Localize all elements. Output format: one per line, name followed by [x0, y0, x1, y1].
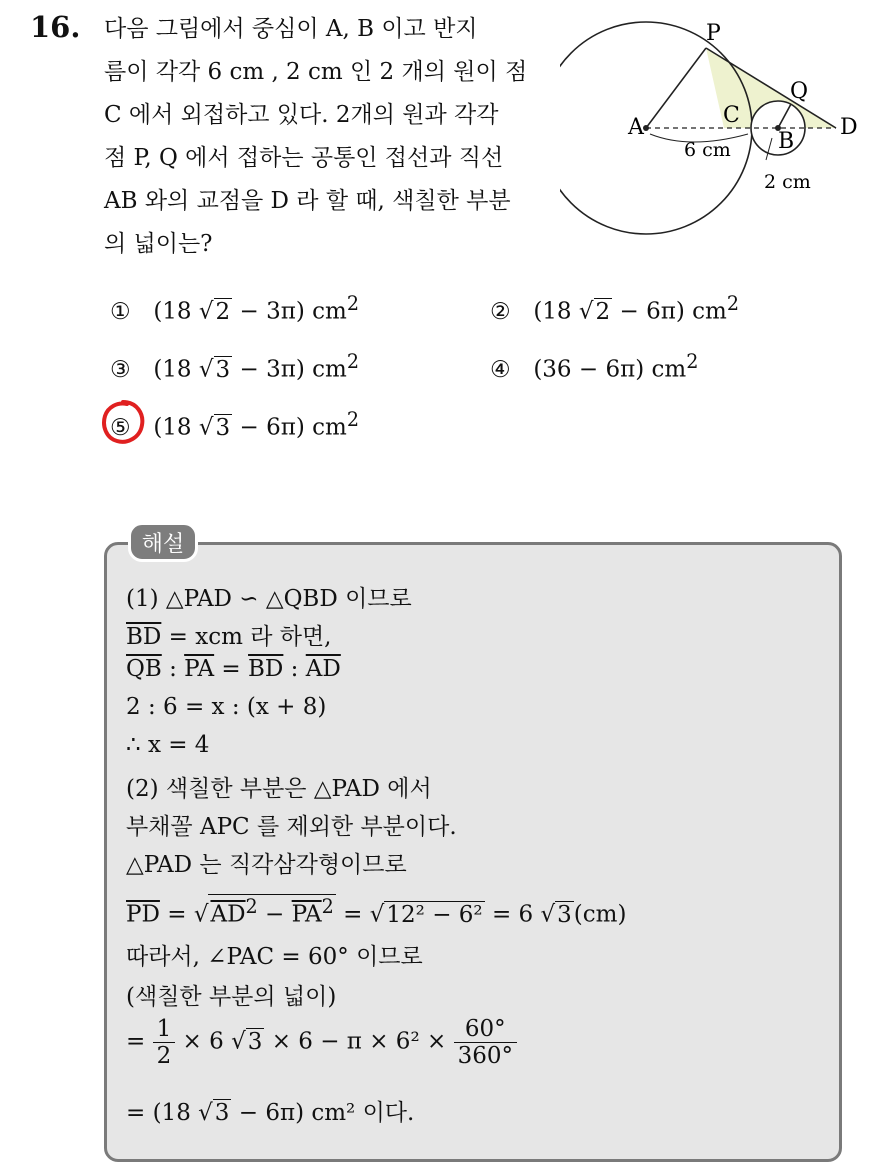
choice-text: (18: [153, 356, 192, 383]
choice-text: (18: [153, 298, 192, 325]
choice-root: 3: [215, 356, 231, 383]
label-p: P: [706, 21, 721, 46]
choice-unit: cm: [692, 298, 727, 325]
choice-number: ③: [110, 356, 131, 383]
choice-number: ①: [110, 298, 131, 325]
solution-line: ∴ x = 4: [126, 732, 210, 758]
choice-1[interactable]: ① (18 √2 − 3π) $cm^2$: [110, 292, 360, 325]
solution-line: 부채꼴 APC 를 제외한 부분이다.: [126, 814, 457, 840]
question-line: C 에서 외접하고 있다. 2개의 원과 각각: [104, 102, 499, 128]
label-b: B: [778, 129, 795, 154]
choice-text: (36 − 6π): [533, 356, 645, 383]
geometry-figure: [560, 10, 870, 260]
choice-unit: cm: [312, 356, 347, 383]
label-a: A: [628, 115, 644, 140]
solution-line: (2) 색칠한 부분은 △PAD 에서: [126, 776, 432, 802]
solution-line: △PAD 는 직각삼각형이므로: [126, 852, 407, 878]
choice-unit: cm: [651, 356, 687, 383]
question-line: AB 와의 교점을 D 라 할 때, 색칠한 부분: [104, 188, 511, 214]
choice-root: 3: [215, 414, 231, 441]
choice-4[interactable]: ④ (36 − 6π) $cm^2$: [490, 350, 699, 383]
choice-root: 2: [595, 298, 611, 325]
label-6cm: 6 cm: [684, 139, 731, 161]
line-ap: [646, 48, 706, 128]
solution-line: = $\frac{1}{2}$ × 6 √3 × 6 − π × 6² × $\frac{60^\circ}{360^\circ}$: [126, 1016, 517, 1069]
question-number: 16.: [30, 10, 81, 44]
solution-tag: 해설: [128, 522, 198, 562]
choice-unit: cm: [312, 298, 347, 325]
label-q: Q: [790, 79, 809, 104]
choice-text: − 6π): [619, 298, 685, 325]
choice-number: ④: [490, 356, 511, 383]
question-text: [104, 8, 554, 266]
choice-5[interactable]: ⑤ (18 √3 − 6π) $cm^2$: [110, 408, 360, 441]
solution-line: $\overline{PD} = √AD^2 - \overline{PA}^2 = √12^2 - 6^2 = 6$ √3(cm): [126, 895, 627, 928]
question-line: 점 P, Q 에서 접하는 공통인 접선과 직선: [104, 145, 504, 171]
choice-3[interactable]: ③ (18 √3 − 3π) $cm^2$: [110, 350, 360, 383]
label-c: C: [723, 103, 740, 128]
choice-number: ②: [490, 298, 511, 325]
point-a: [643, 125, 649, 131]
answer-circle-mark: [99, 398, 147, 446]
solution-line: 2 : 6 = x : (x + 8): [126, 694, 327, 720]
choice-unit: cm: [312, 414, 347, 441]
choice-2[interactable]: ② (18 √2 − 6π) $cm^2$: [490, 292, 740, 325]
choice-text: − 3π): [239, 356, 305, 383]
solution-line: 따라서, ∠PAC = 60° 이므로: [126, 944, 423, 970]
solution-line: = (18 √3 − 6π) cm² 이다.: [126, 1100, 415, 1126]
label-d: D: [840, 115, 858, 140]
solution-line: $\overline{BD}$ = xcm 라 하면,: [126, 624, 332, 650]
choice-text: − 3π): [239, 298, 305, 325]
choice-text: (18: [533, 298, 572, 325]
question-line: 의 넓이는?: [104, 231, 213, 257]
question-line: 다음 그림에서 중심이 A, B 이고 반지: [104, 16, 478, 42]
choice-text: − 6π): [239, 414, 305, 441]
label-2cm: 2 cm: [764, 171, 811, 193]
choice-text: (18: [153, 414, 192, 441]
question-line: 름이 각각 6 cm , 2 cm 인 2 개의 원이 점: [104, 59, 528, 85]
solution-line: (색칠한 부분의 넓이): [126, 984, 337, 1010]
choice-root: 2: [215, 298, 231, 325]
solution-line: $\overline{QB}$ : $\overline{PA} = \overline{BD}$ : $\overline{AD}$: [126, 656, 341, 682]
choice-number: ⑤: [110, 414, 131, 441]
solution-line: (1) △PAD ∽ △QBD 이므로: [126, 586, 412, 612]
